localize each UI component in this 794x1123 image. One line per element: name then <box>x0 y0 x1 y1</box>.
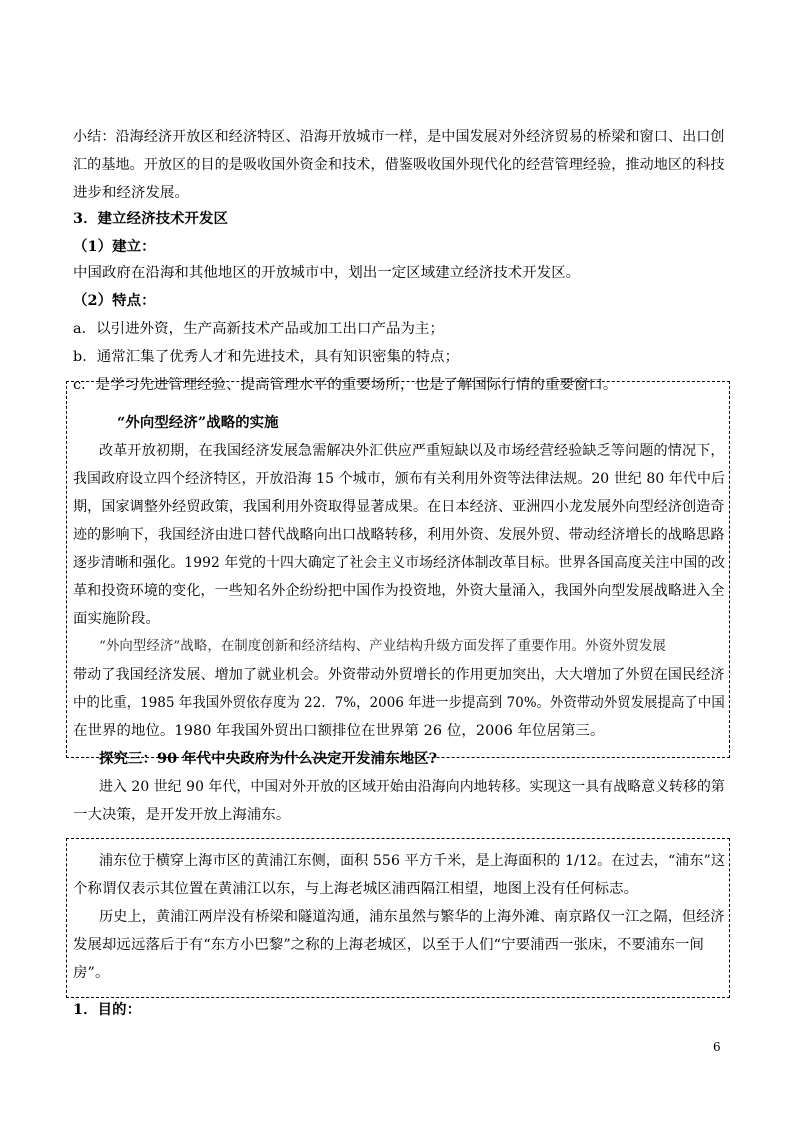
box2-para2-line: 发展却远远落后于有“东方小巴黎”之称的上海老城区，以至于人们“宁要浦西一张床，不要浦东一间 <box>73 937 704 953</box>
box2-para2-line: 历史上，黄浦江两岸没有桥梁和隧道沟通，浦东虽然与繁华的上海外滩、南京路仅一江之隔，但经济 <box>99 909 725 925</box>
box1-para1-line: 面实施阶段。 <box>73 611 160 627</box>
box2-para2-line: 房”。 <box>73 965 110 981</box>
page-number: 6 <box>713 1040 721 1054</box>
summary-line-3: 进步和经济发展。 <box>73 185 189 201</box>
box1-para2-line: 在世界的地位。1980 年我国外贸出口额排位在世界第 26 位，2006 年位居第三。 <box>73 723 605 739</box>
subsection-1-heading: （1）建立： <box>73 238 156 255</box>
box1-para2-line: 带动了我国经济发展、增加了就业机会。外资带动外贸增长的作用更加突出，大大增加了外贸在国民经济 <box>73 667 725 683</box>
box1-para2-line: “外向型经济”战略，在制度创新和经济结构、产业结构升级方面发挥了重要作用。外资外贸发展 <box>99 639 667 654</box>
purpose-heading: 1．目的： <box>73 1001 142 1018</box>
box1-para2-line: 中的比重，1985 年我国外贸依存度为 22．7%，2006 年进一步提高到 70%。外资带动外贸发展提高了中国 <box>73 695 725 711</box>
feature-item-a: a．以引进外资，生产高新技术产品或加工出口产品为主； <box>73 321 444 337</box>
explore-3-text: 一大决策，是开发开放上海浦东。 <box>73 807 291 823</box>
feature-item-c: c．是学习先进管理经验、提高管理水平的重要场所，也是了解国际行情的重要窗口。 <box>73 377 618 393</box>
summary-line-1: 小结：沿海经济开放区和经济特区、沿海开放城市一样，是中国发展对外经济贸易的桥梁和窗口、出口创 <box>73 129 725 145</box>
box2-para1-line: 个称谓仅表示其位置在黄浦江以东，与上海老城区浦西隔江相望，地图上没有任何标志。 <box>73 881 639 897</box>
box1-para1-line: 逐步清晰和强化。1992 年党的十四大确定了社会主义市场经济体制改革目标。世界各国高度关注中国的改 <box>73 555 726 571</box>
box1-para1-line: 改革开放初期，在我国经济发展急需解决外汇供应严重短缺以及市场经营经验缺乏等问题的情况下， <box>99 443 725 459</box>
box1-para1-line: 我国政府设立四个经济特区，开放沿海 15 个城市，颁布有关利用外资等法律法规。20 世纪 80 年代中后 <box>73 471 726 487</box>
subsection-1-text: 中国政府在沿海和其他地区的开放城市中，划出一定区域建立经济技术开发区。 <box>73 265 581 281</box>
box1-para1-line: 迹的影响下，我国经济由进口替代战略向出口战略转移，利用外资、发展外贸、带动经济增长的战略思路 <box>73 527 725 543</box>
feature-item-b: b．通常汇集了优秀人才和先进技术，具有知识密集的特点； <box>73 349 460 365</box>
summary-line-2: 汇的基地。开放区的目的是吸收国外资金和技术，借鉴吸收国外现代化的经营管理经验，推动地区的科技 <box>73 157 725 173</box>
box2-para1-line: 浦东位于横穿上海市区的黄浦江东侧，面积 556 平方千米，是上海面积的 1/12。在过去，“浦东”这 <box>99 853 726 869</box>
subsection-2-heading: （2）特点： <box>73 292 156 309</box>
box1-para1-line: 期，国家调整外经贸政策，我国利用外资取得显著成果。在日本经济、亚洲四小龙发展外向型经济创造奇 <box>73 499 725 515</box>
explore-3-heading: 探究三：90 年代中央政府为什么决定开发浦东地区? <box>99 750 438 767</box>
box1-para1-line: 革和投资环境的变化，一些知名外企纷纷把中国作为投资地，外资大量涌入，我国外向型发展战略进入全 <box>73 583 725 599</box>
section-3-heading: 3．建立经济技术开发区 <box>73 210 229 227</box>
reading-box-title: “外向型经济”战略的实施 <box>117 414 279 431</box>
explore-3-text: 进入 20 世纪 90 年代，中国对外开放的区域开始由沿海向内地转移。实现这一具有战略意义转移的第 <box>99 779 725 795</box>
